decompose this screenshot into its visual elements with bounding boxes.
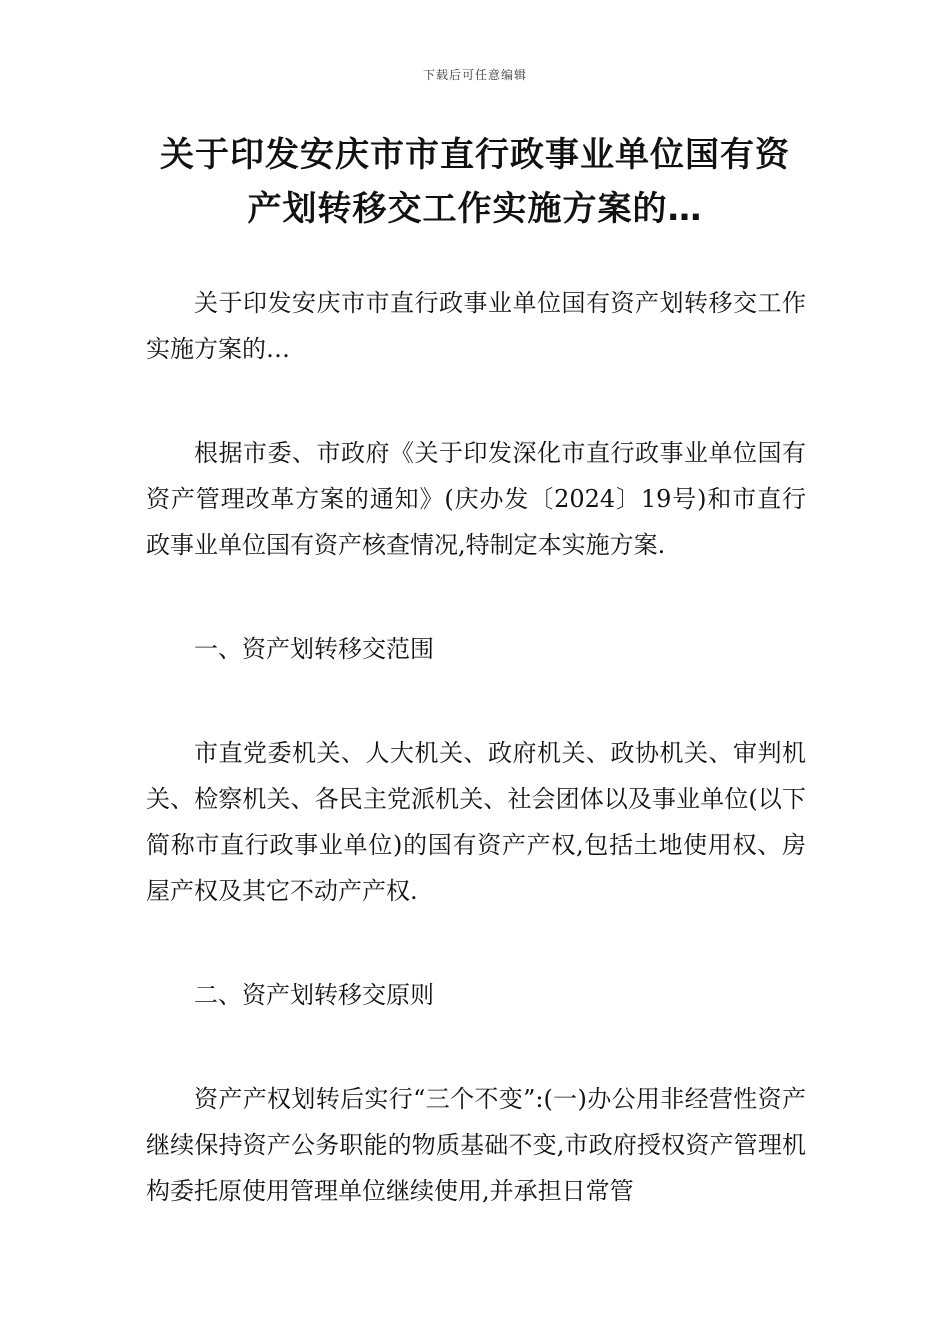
document-body (146, 280, 806, 1214)
paragraph-basis: 根据市委、市政府《关于印发深化市直行政事业单位国有资产管理改革方案的通知》(庆办发〔2024〕19号)和市直行政事业单位国有资产核查情况,特制定本实施方案. (146, 439, 806, 559)
paragraph-scope: 市直党委机关、人大机关、政府机关、政协机关、审判机关、检察机关、各民主党派机关、社会团体以及事业单位(以下简称市直行政事业单位)的国有资产产权,包括土地使用权、房屋产权及其它不动产产权. (146, 739, 806, 905)
header-note: 下载后可任意编辑 (422, 68, 527, 82)
section-heading-scope: 一、资产划转移交范围 (194, 635, 434, 663)
title-line-1: 关于印发安庆市市直行政事业单位国有资 (160, 135, 790, 175)
document-title (130, 128, 820, 236)
paragraph-subtitle: 关于印发安庆市市直行政事业单位国有资产划转移交工作实施方案的… (146, 289, 806, 363)
paragraph-principles: 资产产权划转后实行“三个不变”:(一)办公用非经营性资产继续保持资产公务职能的物质基础不变,市政府授权资产管理机构委托原使用管理单位继续使用,并承担日常管 (146, 1085, 806, 1205)
section-heading-principles: 二、资产划转移交原则 (194, 981, 434, 1009)
title-line-2: 产划转移交工作实施方案的… (247, 189, 703, 229)
